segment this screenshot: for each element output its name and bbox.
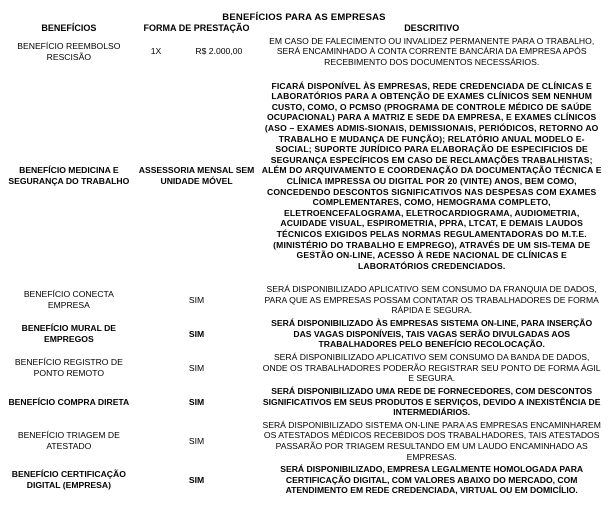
- row-forma: SIM: [188, 362, 205, 373]
- row-beneficio: BENEFÍCIO COMPRA DIRETA: [8, 396, 130, 407]
- row-descritivo: EM CASO DE FALECIMENTO OU INVALIDEZ PERMANENTE PARA O TRABALHO, SERÁ ENCAMINHADO À CONTA CORRENTE BANCÁRIA DA EMPRESA APÓS RECEBIMENTO DOS DOCUMENTOS NECESSÁRIOS.: [269, 35, 595, 67]
- row-descritivo: SERÁ DISPONIBILIZADO SISTEMA ON-LINE PARA AS EMPRESAS ENCAMINHAREM OS ATESTADOS MÉDICOS RECEBIDOS DOS TRABALHADORES, TAIS ATESTADOS PASSARÃO POR TRIAGEM RESULTANDO EM UM LAUDO ENCAMINHADO AS EMPRESAS.: [262, 419, 601, 462]
- row-forma: SIM: [188, 294, 205, 305]
- table-row: [4, 283, 604, 317]
- row-forma: SIM: [188, 396, 205, 407]
- table-row: [4, 419, 604, 463]
- row-beneficio: BENEFÍCIO REEMBOLSO RESCISÃO: [17, 40, 121, 62]
- row-forma: SIM: [188, 474, 205, 485]
- row-beneficio: BENEFÍCIO MEDICINA E SEGURANÇA DO TRABALHO: [8, 165, 130, 186]
- row-forma-qtd: 1X: [150, 46, 162, 57]
- table-row: [4, 463, 604, 497]
- table-row: [4, 385, 604, 419]
- table-row: [4, 351, 604, 385]
- row-beneficio: BENEFÍCIO MURAL DE EMPREGOS: [21, 323, 117, 344]
- header-forma: FORMA DE PRESTAÇÃO: [143, 22, 250, 33]
- row-beneficio: BENEFÍCIO TRIAGEM DE ATESTADO: [17, 430, 120, 451]
- row-beneficio: BENEFÍCIO CERTIFICAÇÃO DIGITAL (EMPRESA): [11, 469, 126, 490]
- header-beneficios: BENEFÍCIOS: [41, 22, 97, 33]
- row-descritivo: SERÁ DISPONIBILIZADO ÀS EMPRESAS SISTEMA ON-LINE, PARA INSERÇÃO DAS VAGAS DISPONÍVEIS, TAIS VAGAS SERÃO DIVULGADAS AOS TRABALHADORES PELO BENEFÍCIO RECOLOCAÇÃO.: [271, 318, 593, 350]
- table-header-row: [4, 22, 604, 34]
- row-forma: ASSESSORIA MENSAL SEM UNIDADE MÓVEL: [138, 165, 255, 186]
- row-beneficio: BENEFÍCIO CONECTA EMPRESA: [23, 289, 114, 310]
- row-forma: SIM: [188, 328, 205, 339]
- row-descritivo: SERÁ DISPONIBILIZADO, EMPRESA LEGALMENTE HOMOLOGADA PARA CERTIFICAÇÃO DIGITAL, COM VALORES ABAIXO DO MERCADO, COM ATENDIMENTO EM REDE CREDENCIADA, VIRTUAL OU EM DOMICÍLIO.: [280, 464, 584, 496]
- page-title: BENEFÍCIOS PARA AS EMPRESAS: [222, 12, 386, 23]
- row-beneficio: BENEFÍCIO REGISTRO DE PONTO REMOTO: [14, 357, 123, 378]
- row-forma-valor: R$ 2.000,00: [195, 46, 243, 57]
- table-row: [4, 69, 604, 283]
- row-descritivo: SERÁ DISPONIBILIZADO UMA REDE DE FORNECEDORES, COM DESCONTOS SIGNIFICATIVOS EM SEUS PRODUTOS E SERVIÇOS, DEVIDO A INEXISTÊNCIA DE INTERMEDIÁRIOS.: [262, 386, 601, 418]
- row-descritivo: SERÁ DISPONIBILIZADO APLICATIVO SEM CONSUMO DA FRANQUIA DE DADOS, PARA QUE AS EMPRESAS POSSAM CONTATAR OS TRABALHADORES DE FORMA RÁPIDA E SEGURA.: [264, 284, 599, 316]
- table-row: [4, 317, 604, 351]
- benefits-table: [4, 22, 604, 497]
- row-descritivo: SERÁ DISPONIBILIZADO APLICATIVO SEM CONSUMO DA BANDA DE DADOS, ONDE OS TRABALHADORES PODERÃO REGISTRAR SEU PONTO DE FORMA ÁGIL E SEGURA.: [262, 352, 601, 384]
- row-descritivo: FICARÁ DISPONÍVEL ÀS EMPRESAS, REDE CREDENCIADA DE CLÍNICAS E LABORATÓRIOS PARA A OBTENÇÃO DE EXAMES CLÍNICOS SEM NENHUM CUSTO, COMO, O PCMSO (PROGRAMA DE CONTROLE MÉDICO DE SAÚDE OCUPACIONAL) PARA A MATRIZ E SEDE DA EMPRESA, E EXAMES CLÍNICOS (ASO – EXAMES ADMIS-SIONAIS, DEMISSIONAIS, PERIÓDICOS, RETORNO AO TRABALHO E MUDANÇA DE FUNÇÃO); RELATÓRIO ANUAL MODELO E-SOCIAL; SUPORTE JURÍDICO PARA ELABORAÇÃO DE ESPECIFICIOS DE SEGURANÇA ESPECÍFICOS EM CASO DE RECLAMAÇÕES TRABALHISTAS; ALÉM DO ARQUIVAMENTO E COORDENAÇÃO DA DOCUMENTAÇÃO TÉCNICA E CLÍNICA IMPRESSA OU DIGITAL POR 20 (VINTE) ANOS, BEM COMO, CONCEDENDO DESCONTOS SIGNIFICATIVOS NAS DESPESAS COM EXAMES COMPLEMENTARES, COMO, HEMOGRAMA COMPLETO, ELETROENCEFALOGRAMA, ELETROCARDIOGRAMA, AUDIOMETRIA, ACUIDADE VISUAL, ESPIROMETRIA, PPRA, LTCAT, E DEMAIS LAUDOS TÉCNICOS EXIGIDOS PELAS NORMAS REGULAMENTADORAS DO M.T.E. (MINISTÉRIO DO TRABALHO E EMPREGO), ATRAVÉS DE UM SIS-TEMA DE GESTÃO ON-LINE, ACESSO À REDE NACIONAL DE CLÍNICAS E LABORATÓRIOS CREDENCIADOS.: [261, 80, 602, 271]
- row-forma: SIM: [188, 435, 205, 446]
- header-descritivo: DESCRITIVO: [404, 22, 460, 33]
- table-row: [4, 34, 604, 69]
